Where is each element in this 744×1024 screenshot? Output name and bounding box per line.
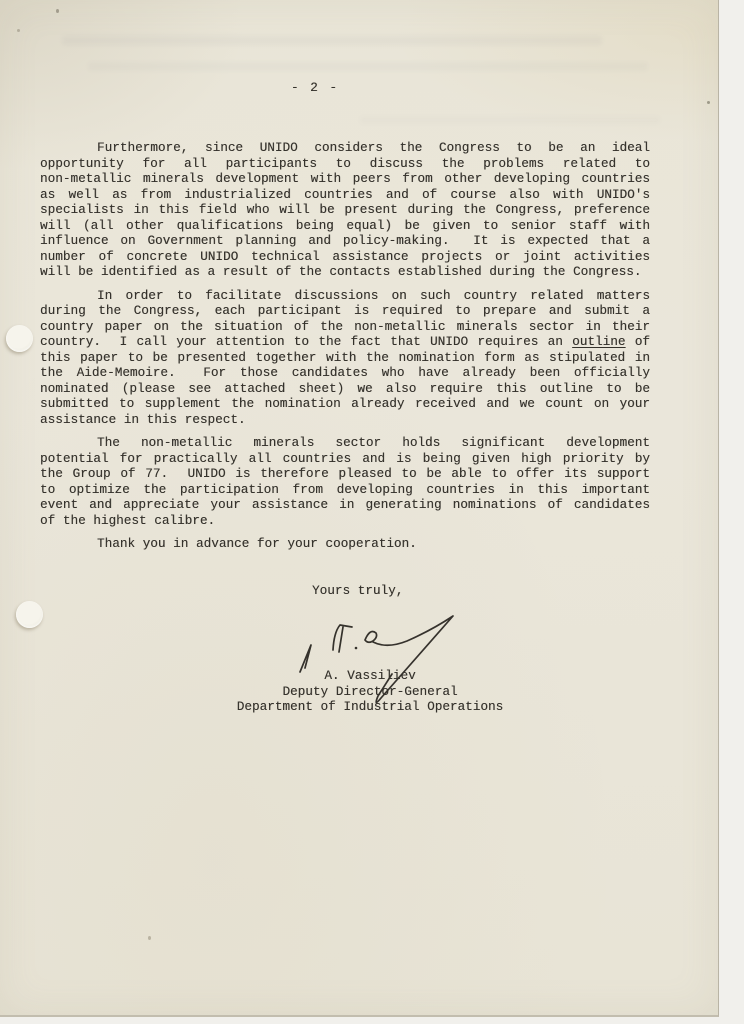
paper-speck — [148, 936, 151, 940]
letter-line: nominated (please see attached sheet) we also require this outline to be — [40, 380, 650, 396]
letter-line: opportunity for all participants to discuss the problems related to — [40, 155, 650, 171]
letter-line: In order to facilitate discussions on such country related matters — [97, 287, 650, 303]
closing-salutation: Yours truly, — [312, 583, 404, 598]
paper-speck — [707, 101, 710, 104]
letter-line: influence on Government planning and policy-making. It is expected that a — [40, 233, 650, 248]
paper-speck — [17, 29, 20, 32]
page-number: - 2 - — [290, 80, 340, 95]
letter-line: country paper on the situation of the non-metallic minerals sector in their — [40, 318, 650, 334]
paper-speck — [56, 9, 59, 13]
letter-paragraph — [40, 140, 650, 280]
ink-bleedthrough-mark — [88, 62, 648, 71]
letter-line: Furthermore, since UNIDO considers the Congress to be an ideal — [97, 140, 650, 155]
letter-body — [40, 140, 650, 560]
signature-block — [225, 668, 515, 715]
letter-line: as well as from industrialized countries and of course also with UNIDO's — [40, 186, 650, 202]
letter-paragraph — [40, 288, 650, 428]
letter-line: submitted to supplement the nomination already received and we count on your — [40, 396, 650, 411]
punch-hole-bottom — [16, 601, 43, 628]
letter-line: during the Congress, each participant is required to prepare and submit a — [40, 303, 650, 318]
letter-line: to optimize the participation from developing countries in this important — [40, 481, 650, 497]
letter-line: of the highest calibre. — [40, 512, 216, 528]
ink-bleedthrough-mark — [62, 36, 602, 45]
letter-line: will (all other qualifications being equal) be given to senior staff with — [40, 217, 650, 233]
signatory-department: Department of Industrial Operations — [236, 699, 504, 714]
letter-line: number of concrete UNIDO technical assistance projects or joint activities — [40, 248, 650, 264]
letter-line: The non-metallic minerals sector holds significant development — [97, 435, 650, 450]
letter-line: specialists in this field who will be present during the Congress, preference — [40, 202, 650, 217]
letter-line: potential for practically all countries and is being given high priority by — [40, 450, 650, 466]
signatory-title: Deputy Director-General — [282, 683, 458, 699]
letter-line: this paper to be presented together with the nomination form as stipulated in — [40, 349, 650, 365]
letter-line: the Aide-Memoire. For those candidates who have already been officially — [40, 365, 650, 380]
letter-line: non-metallic minerals development with peers from other developing countries — [40, 171, 650, 186]
ink-bleedthrough-mark — [360, 116, 660, 124]
letter-paragraph — [40, 435, 650, 528]
letter-line: assistance in this respect. — [40, 411, 246, 427]
letter-line: will be identified as a result of the contacts established during the Congress. — [40, 264, 642, 279]
closing-block — [40, 583, 650, 599]
letter-line: the Group of 77. UNIDO is therefore pleased to be able to offer its support — [40, 466, 650, 481]
underlined-word: outline — [572, 334, 626, 349]
letter-line: event and appreciate your assistance in generating nominations of candidates — [40, 497, 650, 512]
letter-paragraph — [40, 536, 650, 552]
punch-hole-top — [6, 325, 33, 352]
letter-line: Thank you in advance for your cooperation. — [97, 536, 417, 551]
signatory-name: A. Vassiliev — [324, 668, 416, 683]
letter-line: country. I call your attention to the fact that UNIDO requires an outline of — [40, 334, 651, 349]
